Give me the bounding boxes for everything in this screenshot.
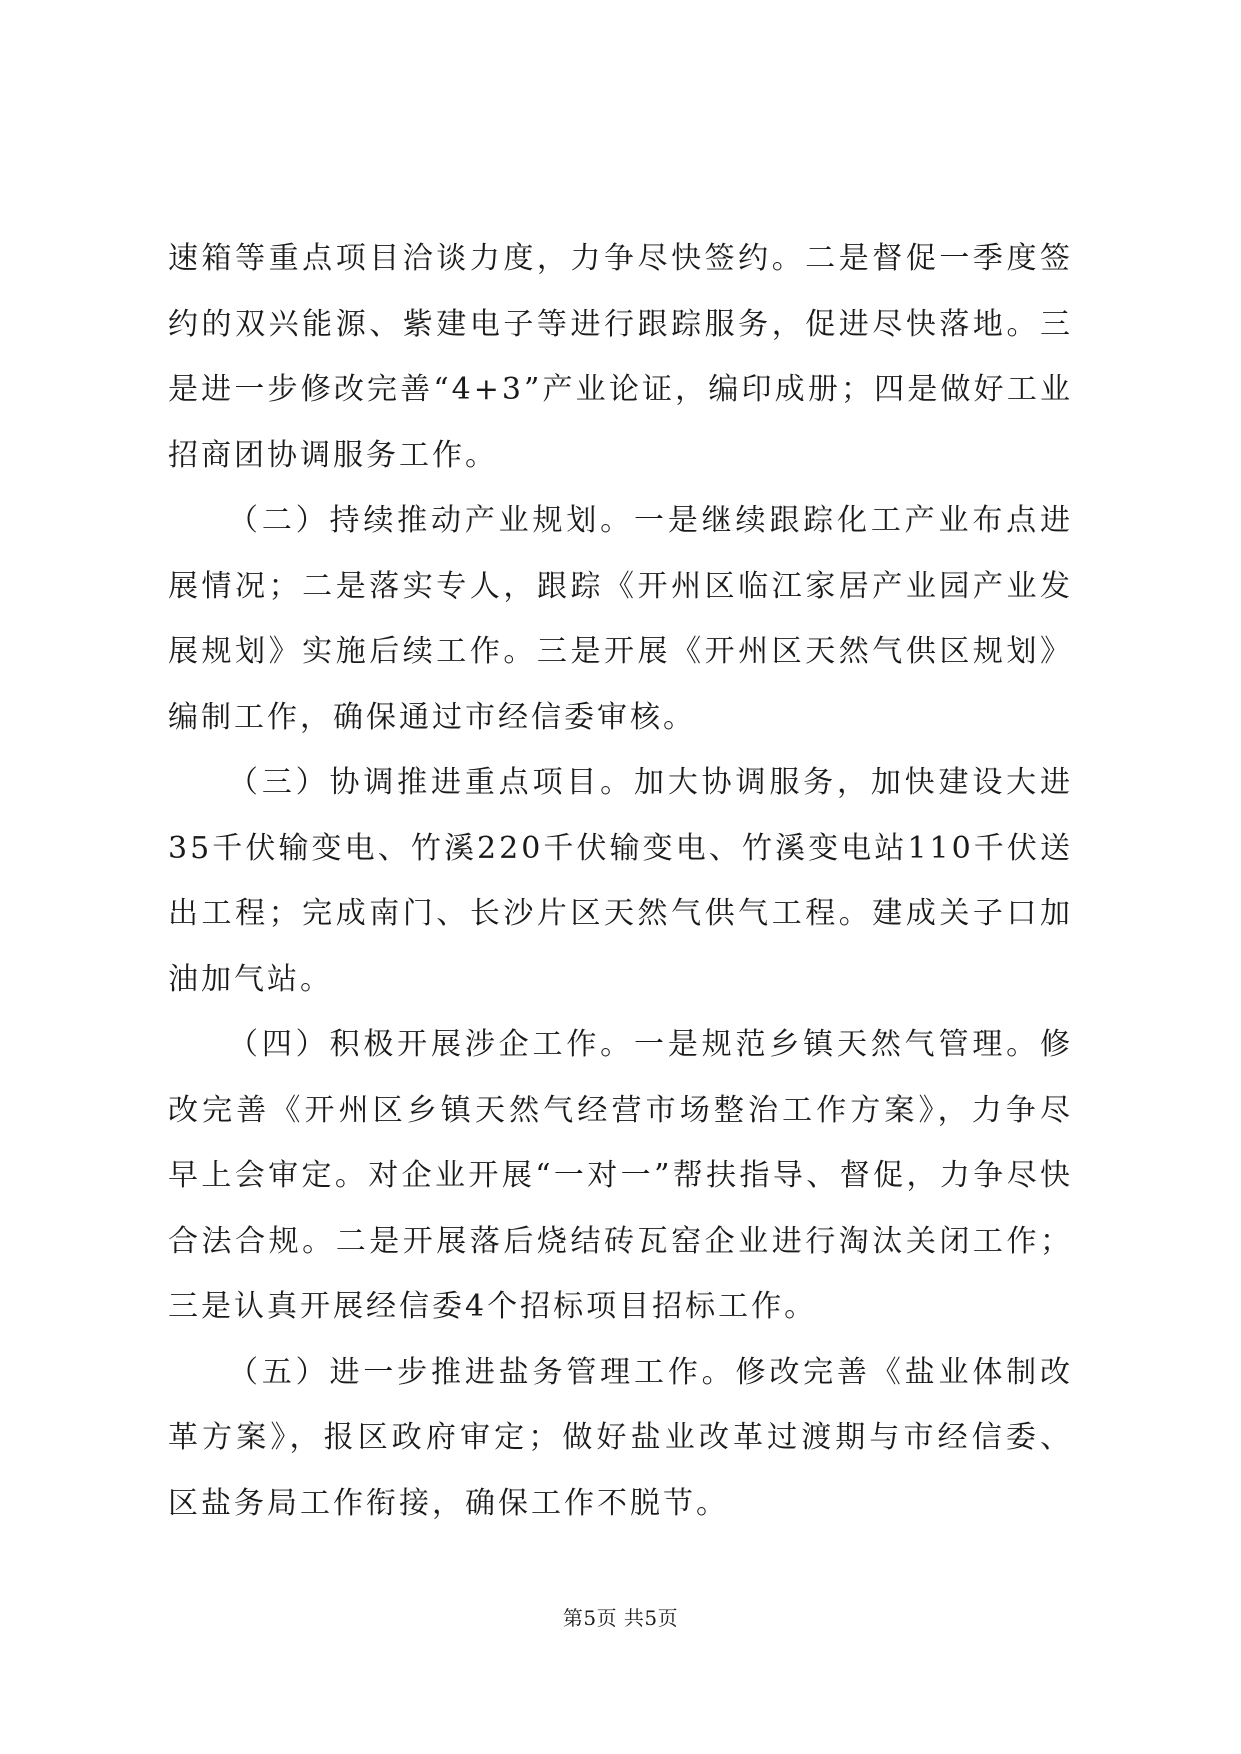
paragraph-industry-planning: （二）持续推动产业规划。一是继续跟踪化工产业布点进展情况；二是落实专人，跟踪《开州区临江家居产业园产业发展规划》实施后续工作。三是开展《开州区天然气供区规划》编制工作，确保通过市经信委审核。	[168, 503, 1073, 735]
paragraph-key-projects: （三）协调推进重点项目。加大协调服务，加快建设大进35千伏输变电、竹溪220千伏输变电、竹溪变电站110千伏送出工程；完成南门、长沙片区天然气供气工程。建成关子口加油加气站。	[168, 765, 1073, 997]
paragraph-enterprise-work: （四）积极开展涉企工作。一是规范乡镇天然气管理。修改完善《开州区乡镇天然气经营市场整治工作方案》，力争尽早上会审定。对企业开展“一对一”帮扶指导、督促，力争尽快合法合规。二是开展落后烧结砖瓦窑企业进行淘汰关闭工作；三是认真开展经信委4个招标项目招标工作。	[168, 1027, 1073, 1324]
document-body	[168, 226, 1073, 1536]
paragraph-salt-management: （五）进一步推进盐务管理工作。修改完善《盐业体制改革方案》，报区政府审定；做好盐业改革过渡期与市经信委、区盐务局工作衔接，确保工作不脱节。	[168, 1354, 1073, 1521]
paragraph-continuation: 速箱等重点项目洽谈力度，力争尽快签约。二是督促一季度签约的双兴能源、紫建电子等进行跟踪服务，促进尽快落地。三是进一步修改完善“4+3”产业论证，编印成册；四是做好工业招商团协调服务工作。	[168, 241, 1073, 473]
page-number-footer: 第5页 共5页	[562, 1606, 679, 1630]
